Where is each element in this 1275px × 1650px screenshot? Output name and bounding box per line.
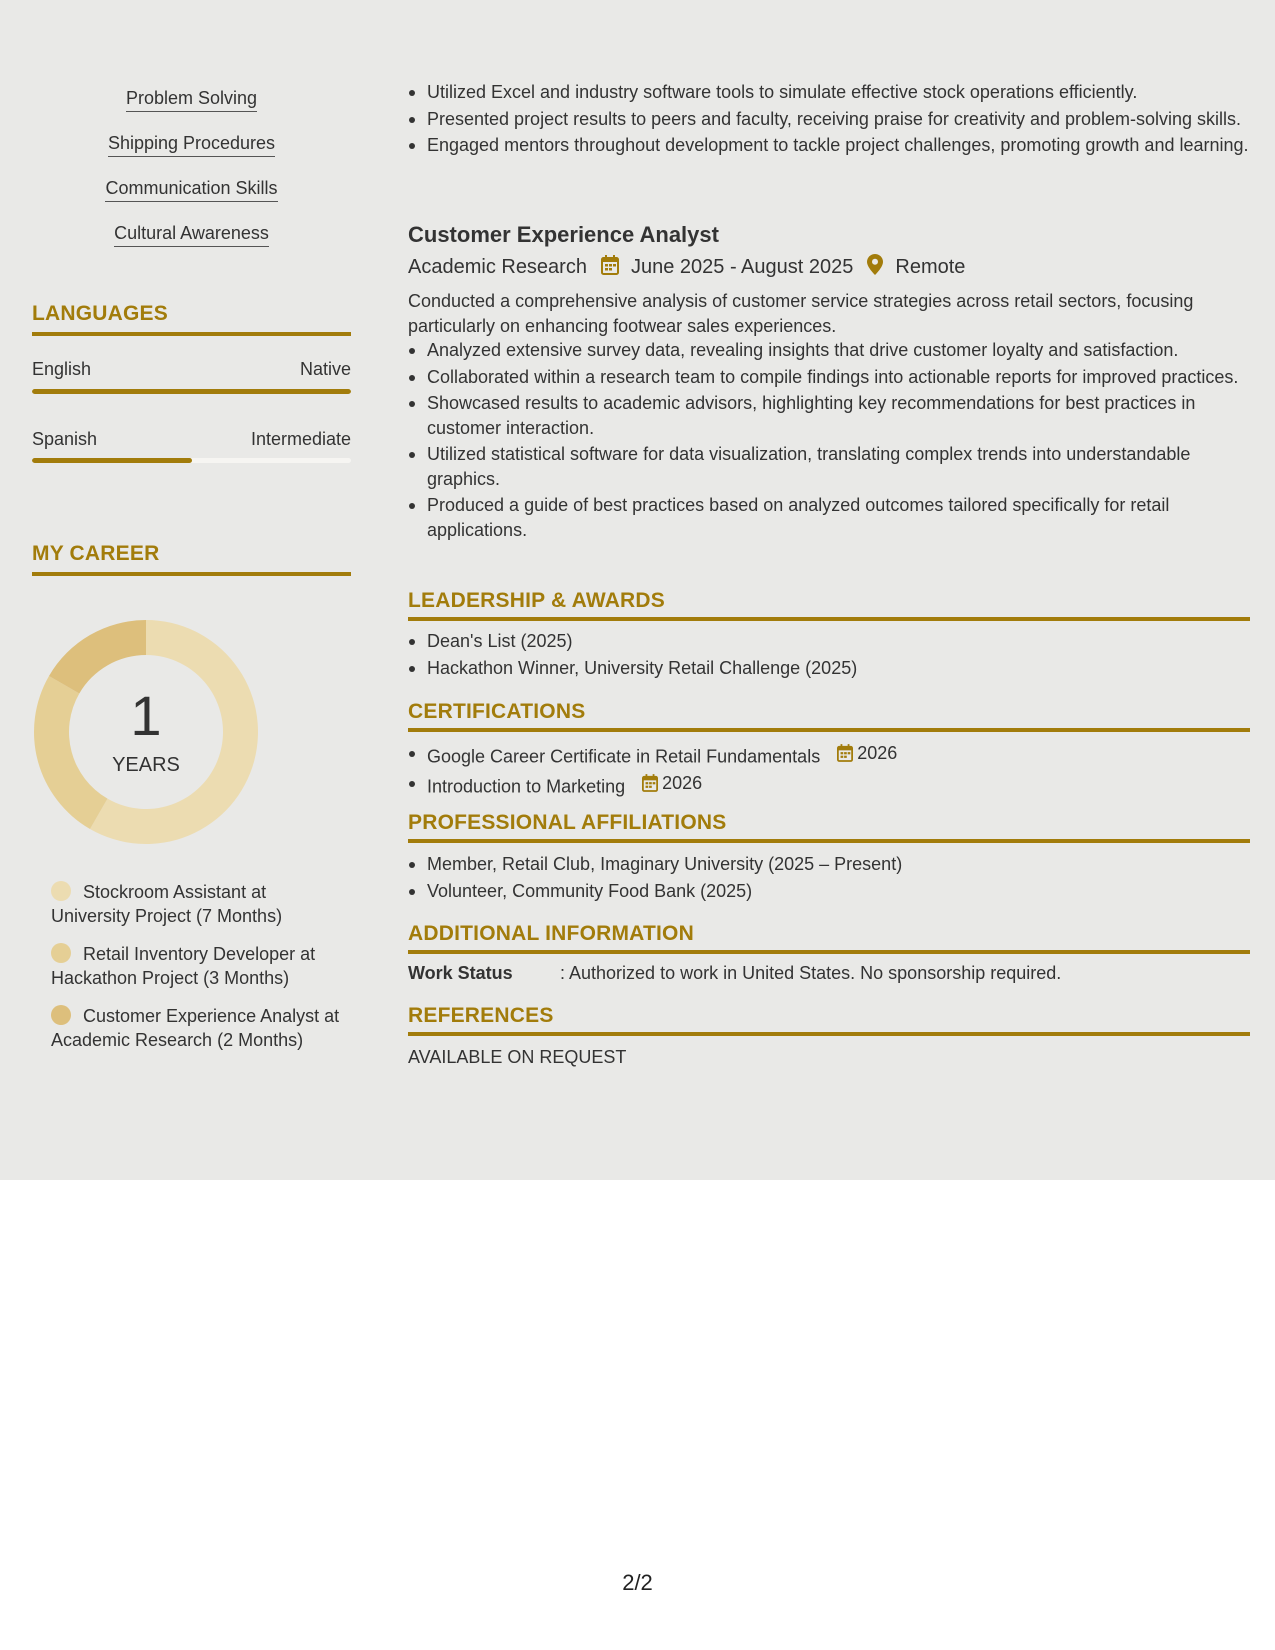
job-title: Customer Experience Analyst	[408, 222, 719, 247]
job-organization: Academic Research	[408, 256, 587, 278]
job-summary: Conducted a comprehensive analysis of customer service strategies across retail sectors, focusing particularly on enhancing footwear sales experiences.	[408, 291, 1194, 336]
list-item: Presented project results to peers and faculty, receiving praise for creativity and problem-solving skills.	[408, 107, 1250, 132]
list-item: Analyzed extensive survey data, revealing insights that drive customer loyalty and satisfaction.	[408, 338, 1250, 363]
certification-date: 2026	[642, 771, 702, 796]
additional-info-heading: ADDITIONAL INFORMATION	[408, 922, 694, 945]
legend-dot	[51, 943, 71, 963]
certifications-list	[408, 741, 1250, 801]
certifications-divider	[408, 728, 1250, 732]
career-legend-item: Customer Experience Analyst at Academic Research (2 Months)	[51, 1006, 340, 1050]
career-legend-item: Stockroom Assistant at University Project (7 Months)	[51, 882, 283, 926]
languages-divider	[32, 332, 351, 336]
page-number: 2/2	[622, 1570, 653, 1595]
list-item: Introduction to Marketing 2026	[408, 771, 1250, 799]
language-level: Intermediate	[250, 429, 351, 449]
references-heading: REFERENCES	[408, 1004, 554, 1027]
list-item: Hackathon Winner, University Retail Challenge (2025)	[408, 656, 1250, 681]
language-name: Spanish	[32, 429, 98, 449]
list-item: Collaborated within a research team to compile findings into actionable reports for improved practices.	[408, 365, 1250, 390]
calendar-icon	[601, 255, 619, 281]
additional-info-divider	[408, 950, 1250, 954]
job-meta	[408, 254, 965, 281]
language-level: Native	[299, 359, 351, 379]
career-heading: MY CAREER	[32, 542, 160, 565]
language-proficiency-fill	[32, 458, 192, 463]
career-years-number: 1	[130, 684, 162, 747]
skill-item: Problem Solving	[32, 88, 351, 112]
language-proficiency-bar	[32, 389, 351, 394]
language-proficiency-fill	[32, 389, 351, 394]
skill-item: Communication Skills	[32, 178, 351, 202]
leadership-heading: LEADERSHIP & AWARDS	[408, 589, 665, 612]
calendar-icon	[642, 774, 658, 792]
career-legend-item: Retail Inventory Developer at Hackathon Project (3 Months)	[51, 944, 316, 988]
work-status-value: : Authorized to work in United States. No sponsorship required.	[560, 963, 1062, 983]
career-years-label: YEARS	[112, 754, 180, 776]
list-item: Produced a guide of best practices based on analyzed outcomes tailored specifically for retail applications.	[408, 493, 1250, 542]
list-item: Utilized statistical software for data visualization, translating complex trends into understandable graphics.	[408, 442, 1250, 491]
list-item: Engaged mentors throughout development to tackle project challenges, promoting growth and learning.	[408, 133, 1250, 158]
language-proficiency-bar	[32, 458, 351, 463]
list-item: Google Career Certificate in Retail Fundamentals 2026	[408, 741, 1250, 769]
job-dates: June 2025 - August 2025	[630, 256, 854, 278]
leadership-divider	[408, 617, 1250, 621]
references-text: AVAILABLE ON REQUEST	[408, 1047, 627, 1067]
career-divider	[32, 572, 351, 576]
certifications-heading: CERTIFICATIONS	[408, 700, 586, 723]
languages-heading: LANGUAGES	[32, 302, 168, 325]
job-bullets	[408, 338, 1250, 544]
previous-job-bullets	[408, 80, 1250, 160]
certification-date: 2026	[837, 741, 897, 766]
location-pin-icon	[867, 254, 883, 281]
affiliations-heading: PROFESSIONAL AFFILIATIONS	[408, 811, 727, 834]
leadership-list	[408, 629, 1250, 682]
skill-item: Cultural Awareness	[32, 223, 351, 247]
language-row	[32, 359, 351, 380]
list-item: Volunteer, Community Food Bank (2025)	[408, 879, 1250, 904]
language-row	[32, 429, 351, 450]
job-location: Remote	[895, 256, 966, 278]
calendar-icon	[837, 744, 853, 762]
work-status-row	[408, 963, 1250, 984]
work-status-label: Work Status	[408, 963, 513, 983]
donut-segment-3	[49, 620, 146, 694]
list-item: Dean's List (2025)	[408, 629, 1250, 654]
legend-dot	[51, 881, 71, 901]
language-name: English	[32, 359, 92, 379]
affiliations-divider	[408, 839, 1250, 843]
legend-dot	[51, 1005, 71, 1025]
list-item: Showcased results to academic advisors, highlighting key recommendations for best practices in customer interaction.	[408, 391, 1250, 440]
skill-item: Shipping Procedures	[32, 133, 351, 157]
affiliations-list	[408, 852, 1250, 905]
list-item: Utilized Excel and industry software tools to simulate effective stock operations efficiently.	[408, 80, 1250, 105]
references-divider	[408, 1032, 1250, 1036]
list-item: Member, Retail Club, Imaginary University (2025 – Present)	[408, 852, 1250, 877]
